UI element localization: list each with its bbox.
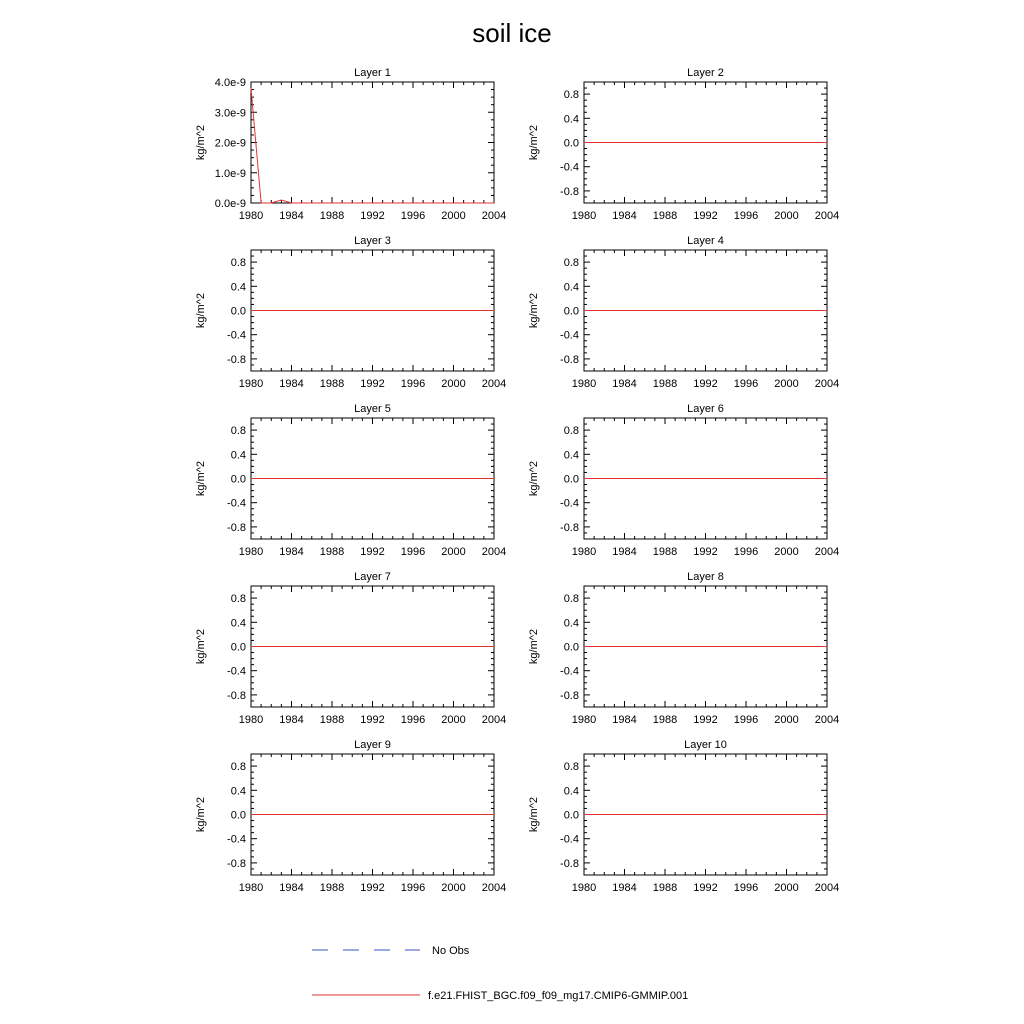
panel-title: Layer 1 — [354, 67, 391, 79]
panel-title: Layer 10 — [684, 739, 727, 751]
x-tick-label: 1988 — [319, 210, 345, 222]
y-tick-label: 0.0 — [230, 641, 246, 654]
x-tick-label: 1992 — [693, 714, 718, 726]
y-tick-label: -0.4 — [227, 497, 246, 510]
x-tick-label: 1984 — [279, 882, 304, 894]
x-tick-label: 1988 — [319, 378, 345, 390]
x-tick-label: 1980 — [238, 546, 264, 558]
y-tick-label: 0.0 — [230, 305, 246, 318]
x-tick-label: 2000 — [441, 210, 466, 222]
x-tick-label: 1992 — [360, 378, 385, 390]
x-tick-label: 1984 — [279, 714, 304, 726]
y-tick-label: 4.0e-9 — [214, 77, 246, 89]
y-tick-label: 0.8 — [230, 425, 246, 438]
x-tick-label: 1992 — [693, 378, 718, 390]
legend-label-1: No Obs — [432, 945, 470, 957]
x-tick-label: 2000 — [441, 882, 466, 894]
panel-7 — [195, 571, 506, 726]
y-axis-label: kg/m^2 — [528, 628, 540, 665]
panel-8 — [528, 571, 839, 726]
y-axis-label: kg/m^2 — [195, 796, 207, 833]
x-tick-label: 2004 — [481, 210, 507, 222]
panel-6 — [528, 403, 839, 558]
y-tick-label: 0.0e-9 — [214, 198, 246, 210]
x-tick-label: 2000 — [441, 378, 466, 390]
y-tick-label: -0.8 — [560, 689, 579, 702]
panel-5 — [195, 403, 506, 558]
x-tick-label: 1996 — [400, 210, 426, 222]
panel-title: Layer 7 — [354, 571, 391, 583]
y-tick-label: 0.8 — [230, 593, 246, 606]
y-tick-label: 0.8 — [563, 257, 579, 270]
x-tick-label: 1984 — [612, 714, 637, 726]
x-tick-label: 1996 — [733, 882, 759, 894]
y-tick-label: 0.8 — [563, 89, 579, 102]
y-tick-label: 0.4 — [230, 281, 246, 294]
x-tick-label: 1996 — [733, 546, 759, 558]
x-tick-label: 1980 — [238, 882, 264, 894]
y-tick-label: -0.8 — [227, 521, 246, 534]
x-tick-label: 2000 — [441, 714, 466, 726]
x-tick-label: 1996 — [733, 378, 759, 390]
y-tick-label: 0.4 — [230, 617, 246, 630]
y-tick-label: -0.4 — [560, 833, 579, 846]
y-tick-label: 0.4 — [563, 617, 579, 630]
panel-title: Layer 8 — [687, 571, 724, 583]
y-tick-label: 0.0 — [563, 641, 579, 654]
x-tick-label: 1980 — [571, 714, 597, 726]
x-tick-label: 1992 — [693, 546, 718, 558]
x-tick-label: 1988 — [319, 546, 345, 558]
x-tick-label: 1980 — [238, 210, 264, 222]
y-tick-label: 3.0e-9 — [214, 107, 246, 120]
y-tick-label: 2.0e-9 — [214, 137, 246, 150]
x-tick-label: 2004 — [481, 378, 507, 390]
x-tick-label: 1996 — [400, 714, 426, 726]
x-tick-label: 1984 — [279, 546, 304, 558]
y-axis-label: kg/m^2 — [528, 460, 540, 497]
x-tick-label: 1996 — [400, 546, 426, 558]
x-tick-label: 1980 — [238, 378, 264, 390]
x-tick-label: 2000 — [774, 882, 799, 894]
plot-frame — [251, 82, 494, 203]
y-tick-label: -0.4 — [560, 665, 579, 678]
x-tick-label: 2004 — [481, 714, 507, 726]
y-tick-label: 0.8 — [230, 761, 246, 774]
y-axis-label: kg/m^2 — [195, 460, 207, 497]
series-line-1 — [251, 88, 494, 203]
y-tick-label: 0.4 — [563, 785, 579, 798]
y-axis-label: kg/m^2 — [528, 124, 540, 161]
x-tick-label: 2000 — [441, 546, 466, 558]
panel-1 — [195, 67, 506, 222]
y-tick-label: -0.8 — [560, 857, 579, 870]
x-tick-label: 1984 — [279, 210, 304, 222]
x-tick-label: 2000 — [774, 714, 799, 726]
y-tick-label: -0.8 — [560, 185, 579, 198]
y-tick-label: -0.4 — [560, 161, 579, 174]
x-tick-label: 2004 — [814, 882, 840, 894]
x-tick-label: 1996 — [400, 378, 426, 390]
y-tick-label: -0.8 — [227, 353, 246, 366]
x-tick-label: 1992 — [693, 210, 718, 222]
x-tick-label: 1988 — [652, 714, 678, 726]
y-tick-label: -0.8 — [560, 353, 579, 366]
y-tick-label: -0.8 — [227, 689, 246, 702]
x-tick-label: 1988 — [652, 546, 678, 558]
x-tick-label: 1980 — [571, 546, 597, 558]
panel-title: Layer 5 — [354, 403, 391, 415]
y-tick-label: -0.8 — [227, 857, 246, 870]
panel-title: Layer 4 — [687, 235, 724, 247]
panel-2 — [528, 67, 839, 222]
panel-title: Layer 6 — [687, 403, 724, 415]
y-tick-label: -0.4 — [227, 329, 246, 342]
x-tick-label: 1992 — [360, 210, 385, 222]
x-tick-label: 1988 — [652, 210, 678, 222]
y-tick-label: 0.0 — [563, 137, 579, 150]
y-axis-label: kg/m^2 — [195, 292, 207, 329]
y-tick-label: 0.8 — [563, 425, 579, 438]
y-tick-label: 0.4 — [563, 449, 579, 462]
x-tick-label: 1980 — [571, 210, 597, 222]
x-tick-label: 1984 — [612, 546, 637, 558]
x-tick-label: 2004 — [481, 882, 507, 894]
x-tick-label: 1984 — [612, 210, 637, 222]
y-axis-label: kg/m^2 — [195, 124, 207, 161]
panel-title: Layer 3 — [354, 235, 391, 247]
x-tick-label: 1980 — [571, 378, 597, 390]
x-tick-label: 1992 — [360, 882, 385, 894]
x-tick-label: 2000 — [774, 378, 799, 390]
figure-title: soil ice — [472, 18, 552, 48]
x-tick-label: 1980 — [571, 882, 597, 894]
x-tick-label: 1988 — [652, 882, 678, 894]
x-tick-label: 1996 — [733, 210, 759, 222]
panel-4 — [528, 235, 839, 390]
y-tick-label: 0.0 — [563, 473, 579, 486]
y-tick-label: 0.4 — [230, 785, 246, 798]
y-tick-label: -0.4 — [227, 833, 246, 846]
y-tick-label: -0.4 — [560, 329, 579, 342]
panels-grid — [195, 67, 839, 894]
y-tick-label: 0.8 — [563, 761, 579, 774]
y-tick-label: 0.8 — [563, 593, 579, 606]
panel-title: Layer 2 — [687, 67, 724, 79]
y-tick-label: 0.0 — [563, 305, 579, 318]
x-tick-label: 1992 — [360, 714, 385, 726]
x-tick-label: 1996 — [400, 882, 426, 894]
y-tick-label: 0.0 — [230, 473, 246, 486]
x-tick-label: 1988 — [319, 714, 345, 726]
x-tick-label: 2000 — [774, 546, 799, 558]
x-tick-label: 1992 — [693, 882, 718, 894]
x-tick-label: 1988 — [319, 882, 345, 894]
x-tick-label: 2004 — [481, 546, 507, 558]
y-tick-label: 0.0 — [230, 809, 246, 822]
x-tick-label: 2004 — [814, 378, 840, 390]
panel-3 — [195, 235, 506, 390]
x-tick-label: 1984 — [612, 882, 637, 894]
y-tick-label: 0.4 — [563, 113, 579, 126]
panel-title: Layer 9 — [354, 739, 391, 751]
x-tick-label: 2004 — [814, 714, 840, 726]
legend — [312, 945, 688, 1002]
y-tick-label: 0.8 — [230, 257, 246, 270]
x-tick-label: 1984 — [612, 378, 637, 390]
x-tick-label: 1992 — [360, 546, 385, 558]
x-tick-label: 2000 — [774, 210, 799, 222]
y-tick-label: -0.8 — [560, 521, 579, 534]
legend-label-2: f.e21.FHIST_BGC.f09_f09_mg17.CMIP6-GMMIP.001 — [428, 990, 689, 1002]
panel-9 — [195, 739, 506, 894]
y-tick-label: 1.0e-9 — [214, 167, 246, 180]
panel-10 — [528, 739, 839, 894]
x-tick-label: 1988 — [652, 378, 678, 390]
y-tick-label: -0.4 — [560, 497, 579, 510]
y-tick-label: 0.4 — [230, 449, 246, 462]
y-axis-label: kg/m^2 — [195, 628, 207, 665]
x-tick-label: 1996 — [733, 714, 759, 726]
x-tick-label: 1980 — [238, 714, 264, 726]
x-tick-label: 1984 — [279, 378, 304, 390]
y-axis-label: kg/m^2 — [528, 292, 540, 329]
x-tick-label: 2004 — [814, 546, 840, 558]
y-tick-label: 0.0 — [563, 809, 579, 822]
y-axis-label: kg/m^2 — [528, 796, 540, 833]
x-tick-label: 2004 — [814, 210, 840, 222]
y-tick-label: 0.4 — [563, 281, 579, 294]
y-tick-label: -0.4 — [227, 665, 246, 678]
